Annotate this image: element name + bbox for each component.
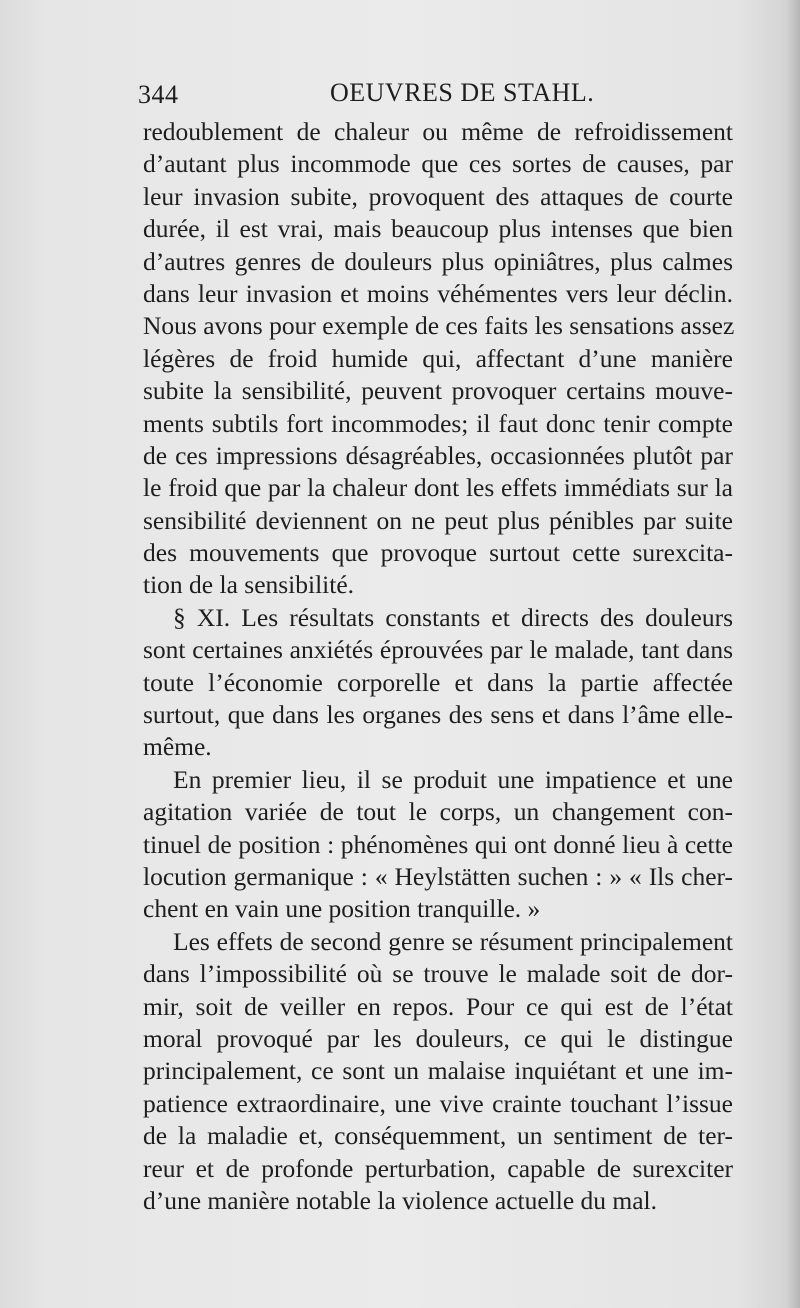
- text-line: locution germanique : « Heylstätten suchen : » « Ils cher-: [143, 861, 733, 891]
- text-line: sont certaines anxiétés éprouvées par le malade, tant dans: [143, 635, 733, 665]
- text-line: redoublement de chaleur ou même de refroidissement: [143, 117, 733, 146]
- text-line: tinuel de position : phénomènes qui ont donné lieu à cette: [143, 829, 733, 859]
- text-line: patience extraordinaire, une vive crainte touchant l’issue: [143, 1088, 733, 1118]
- text-line: En premier lieu, il se produit une impatience et une: [173, 764, 733, 794]
- text-line: tion de la sensibilité.: [143, 570, 355, 600]
- text-line: d’autant plus incommode que ces sortes de causes, par: [143, 149, 733, 179]
- text-line: même.: [143, 732, 212, 762]
- text-line: subite la sensibilité, peuvent provoquer certains mouve-: [143, 376, 733, 406]
- text-line: moral provoqué par les douleurs, ce qui le distingue: [143, 1023, 733, 1053]
- text-line: principalement, ce sont un malaise inquiétant et une im-: [143, 1056, 733, 1086]
- text-line: agitation variée de tout le corps, un changement con-: [143, 797, 733, 827]
- page-header: [134, 76, 734, 108]
- text-line: des mouvements que provoque surtout cette surexcita-: [143, 538, 733, 568]
- body-text: [143, 116, 733, 1217]
- text-line: surtout, que dans les organes des sens et dans l’âme elle-: [143, 700, 733, 730]
- text-line: de ces impressions désagréables, occasionnées plutôt par: [143, 440, 733, 470]
- text-line: reur et de profonde perturbation, capable de surexciter: [143, 1153, 733, 1183]
- text-line: chent en vain une position tranquille. »: [143, 894, 541, 924]
- section-heading-line: § XI. Les résultats constants et directs des douleurs: [173, 602, 733, 632]
- text-line: leur invasion subite, provoquent des attaques de courte: [143, 181, 733, 211]
- text-line: légères de froid humide qui, affectant d’une manière: [143, 343, 733, 373]
- text-line: ments subtils fort incommodes; il faut donc tenir compte: [143, 408, 733, 438]
- text-line: dans leur invasion et moins véhémentes vers leur déclin.: [143, 278, 733, 308]
- text-line: dans l’impossibilité où se trouve le malade soit de dor-: [143, 959, 733, 989]
- text-line: sensibilité deviennent on ne peut plus pénibles par suite: [143, 505, 733, 535]
- running-head: OEUVRES DE STAHL.: [330, 78, 595, 107]
- text-line: mir, soit de veiller en repos. Pour ce qui est de l’état: [143, 991, 733, 1021]
- page-edge-shadow: [786, 0, 800, 1308]
- text-line: Les effets de second genre se résument principalement: [173, 926, 733, 956]
- text-line: durée, il est vrai, mais beaucoup plus intenses que bien: [143, 214, 733, 244]
- page-number: 344: [138, 80, 179, 109]
- text-line: Nous avons pour exemple de ces faits les sensations assez: [143, 311, 735, 341]
- text-line: le froid que par la chaleur dont les effets immédiats sur la: [143, 473, 733, 503]
- text-line: d’autres genres de douleurs plus opiniâtres, plus calmes: [143, 246, 733, 276]
- text-line: d’une manière notable la violence actuelle du mal.: [143, 1185, 658, 1215]
- text-line: de la maladie et, conséquemment, un sentiment de ter-: [143, 1121, 733, 1151]
- text-line: toute l’économie corporelle et dans la partie affectée: [143, 667, 733, 697]
